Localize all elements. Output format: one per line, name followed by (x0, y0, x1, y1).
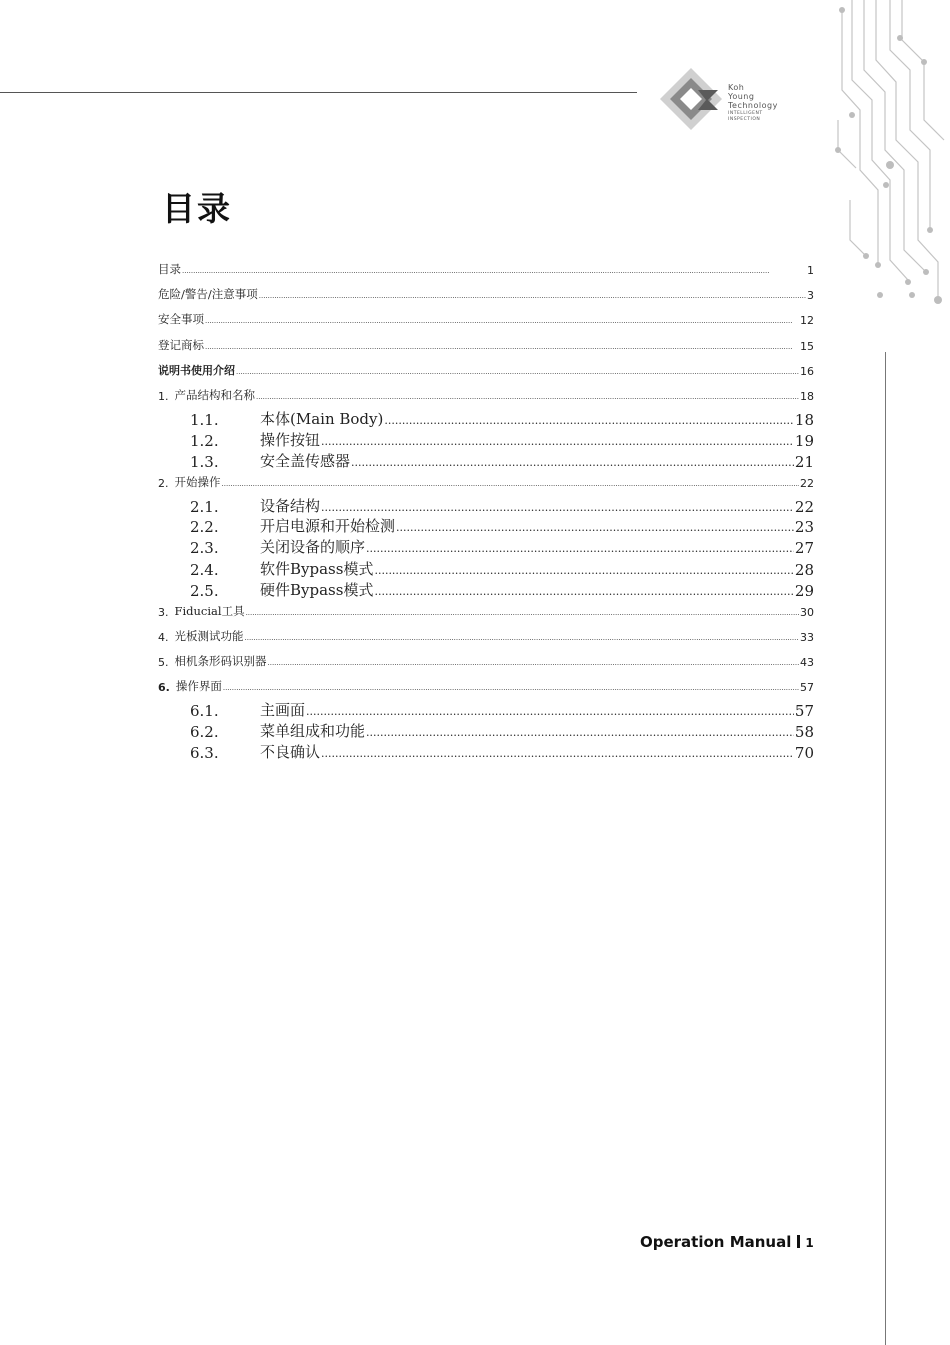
toc-entry[interactable] (158, 387, 814, 403)
toc-entry-number: 1.1. (190, 411, 219, 429)
header-rule (0, 92, 637, 93)
toc-entry[interactable] (158, 700, 814, 720)
toc-entry[interactable] (158, 337, 814, 353)
toc-entry-page: 3 (807, 289, 814, 302)
toc-leader-dots (205, 315, 799, 327)
toc-entry-page: 58 (794, 723, 814, 741)
toc-entry-number: 2.5. (190, 582, 219, 600)
toc-entry-label: 危险/警告/注意事项 (158, 287, 258, 301)
footer-separator (797, 1235, 800, 1248)
toc-entry-number: 6.3. (190, 744, 219, 762)
toc-entry-page: 18 (794, 411, 814, 429)
toc-entry-label: 目录 (158, 262, 181, 276)
toc-entry[interactable] (158, 516, 814, 536)
toc-entry-page: 33 (800, 631, 814, 644)
logo-mark-icon (658, 66, 728, 132)
toc-leader-dots (182, 265, 806, 277)
toc-entry[interactable] (158, 603, 814, 619)
toc-entry[interactable] (158, 742, 814, 762)
toc-entry-number: 6.1. (190, 702, 219, 720)
toc-entry-number: 1.2. (190, 432, 219, 450)
toc-entry-label: 软件Bypass模式 (260, 560, 374, 578)
toc-leader-dots (374, 563, 793, 579)
logo-sub-2: INSPECTION (728, 117, 761, 122)
toc-entry[interactable] (158, 362, 814, 378)
toc-entry[interactable] (158, 580, 814, 600)
logo-line-1: Koh (728, 83, 745, 92)
toc-entry[interactable] (158, 559, 814, 579)
toc-entry-number: 2. (158, 477, 169, 490)
toc-entry-label: 开启电源和开始检测 (260, 517, 396, 535)
toc-entry-label: 相机条形码识别器 (174, 654, 267, 668)
toc-leader-dots (246, 607, 799, 619)
toc-entry[interactable] (158, 628, 814, 644)
toc-leader-dots (236, 366, 799, 378)
toc-entry-number: 4. (158, 631, 169, 644)
right-margin-rule (885, 352, 886, 1345)
toc-leader-dots (321, 746, 794, 762)
toc-leader-dots (256, 391, 799, 403)
toc-leader-dots (268, 657, 800, 669)
toc-entry-number: 1. (158, 390, 169, 403)
toc-entry[interactable] (158, 451, 814, 471)
toc-entry-page: 57 (794, 702, 814, 720)
footer-label: Operation Manual (640, 1233, 792, 1251)
toc-leader-dots (396, 520, 794, 536)
toc-entry-label: Fiducial工具 (174, 604, 245, 618)
toc-entry-label: 设备结构 (260, 497, 321, 515)
toc-leader-dots (374, 584, 793, 600)
toc-entry-page: 22 (800, 477, 814, 490)
toc-leader-dots (321, 500, 794, 516)
toc-entry-page: 12 (800, 314, 814, 327)
toc-leader-dots (306, 704, 794, 720)
toc-entry-number: 2.4. (190, 561, 219, 579)
logo-line-2: Young (728, 92, 755, 101)
toc-entry-number: 2.3. (190, 539, 219, 557)
toc-entry[interactable] (158, 653, 814, 669)
toc-entry[interactable] (158, 474, 814, 490)
page-title: 目录 (162, 189, 232, 228)
toc-entry[interactable] (158, 678, 814, 694)
toc-entry-number: 6.2. (190, 723, 219, 741)
toc-entry-number: 6. (158, 681, 170, 694)
toc-entry-label: 操作按钮 (260, 431, 321, 449)
toc-entry-label: 关闭设备的顺序 (260, 538, 366, 556)
toc-entry-label: 登记商标 (158, 338, 204, 352)
toc-entry[interactable] (158, 311, 814, 327)
toc-entry-number: 2.2. (190, 518, 219, 536)
footer-page-number: 1 (805, 1236, 814, 1250)
logo-sub-1: INTELLIGENT (728, 111, 763, 116)
toc-entry[interactable] (158, 721, 814, 741)
toc-entry-number: 5. (158, 656, 169, 669)
toc-entry-page: 18 (800, 390, 814, 403)
toc-entry-page: 1 (807, 264, 814, 277)
toc-leader-dots (259, 290, 806, 302)
toc-leader-dots (223, 682, 799, 694)
logo-wordmark (728, 83, 778, 122)
toc-leader-dots (205, 341, 799, 353)
toc-entry-page: 70 (794, 744, 814, 762)
toc-leader-dots (366, 725, 794, 741)
page-footer (640, 1233, 814, 1251)
toc-leader-dots (222, 478, 800, 490)
toc-entry-page: 19 (794, 432, 814, 450)
toc-entry[interactable] (158, 496, 814, 516)
toc-leader-dots (366, 541, 794, 557)
toc-entry-label: 本体(Main Body) (260, 410, 384, 428)
toc-entry-label: 菜单组成和功能 (260, 722, 366, 740)
toc-entry-page: 43 (800, 656, 814, 669)
toc-leader-dots (321, 434, 794, 450)
toc-entry-label: 安全事项 (158, 312, 204, 326)
company-logo (658, 66, 800, 132)
toc-entry-number: 3. (158, 606, 169, 619)
toc-entry-number: 2.1. (190, 498, 219, 516)
toc-entry[interactable] (158, 409, 814, 429)
toc-entry-page: 22 (794, 498, 814, 516)
toc-entry-label: 光板测试功能 (174, 629, 244, 643)
toc-entry-label: 硬件Bypass模式 (260, 581, 374, 599)
toc-entry-page: 28 (794, 561, 814, 579)
toc-entry-label: 开始操作 (174, 475, 221, 489)
circuit-decoration-icon (830, 0, 950, 320)
toc-entry-label: 产品结构和名称 (174, 388, 255, 402)
toc-entry-page: 23 (794, 518, 814, 536)
toc-entry-page: 29 (794, 582, 814, 600)
toc-entry-page: 27 (794, 539, 814, 557)
toc-leader-dots (384, 413, 794, 429)
toc-entry-label: 主画面 (260, 701, 306, 719)
toc-entry-page: 15 (800, 340, 814, 353)
toc-entry-number: 1.3. (190, 453, 219, 471)
toc-leader-dots (245, 632, 800, 644)
toc-entry-label: 不良确认 (260, 743, 321, 761)
toc-entry[interactable] (158, 537, 814, 557)
toc-entry[interactable] (158, 261, 814, 277)
toc-entry-label: 操作界面 (175, 679, 222, 693)
toc-entry-page: 21 (794, 453, 814, 471)
toc-leader-dots (351, 455, 794, 471)
toc-entry[interactable] (158, 430, 814, 450)
toc-entry-label: 说明书使用介绍 (158, 364, 235, 377)
toc-entry[interactable] (158, 286, 814, 302)
toc-entry-page: 30 (800, 606, 814, 619)
logo-line-3: Technology (728, 101, 778, 110)
toc-entry-page: 57 (800, 681, 814, 694)
toc-entry-label: 安全盖传感器 (260, 452, 351, 470)
toc-entry-page: 16 (800, 365, 814, 378)
